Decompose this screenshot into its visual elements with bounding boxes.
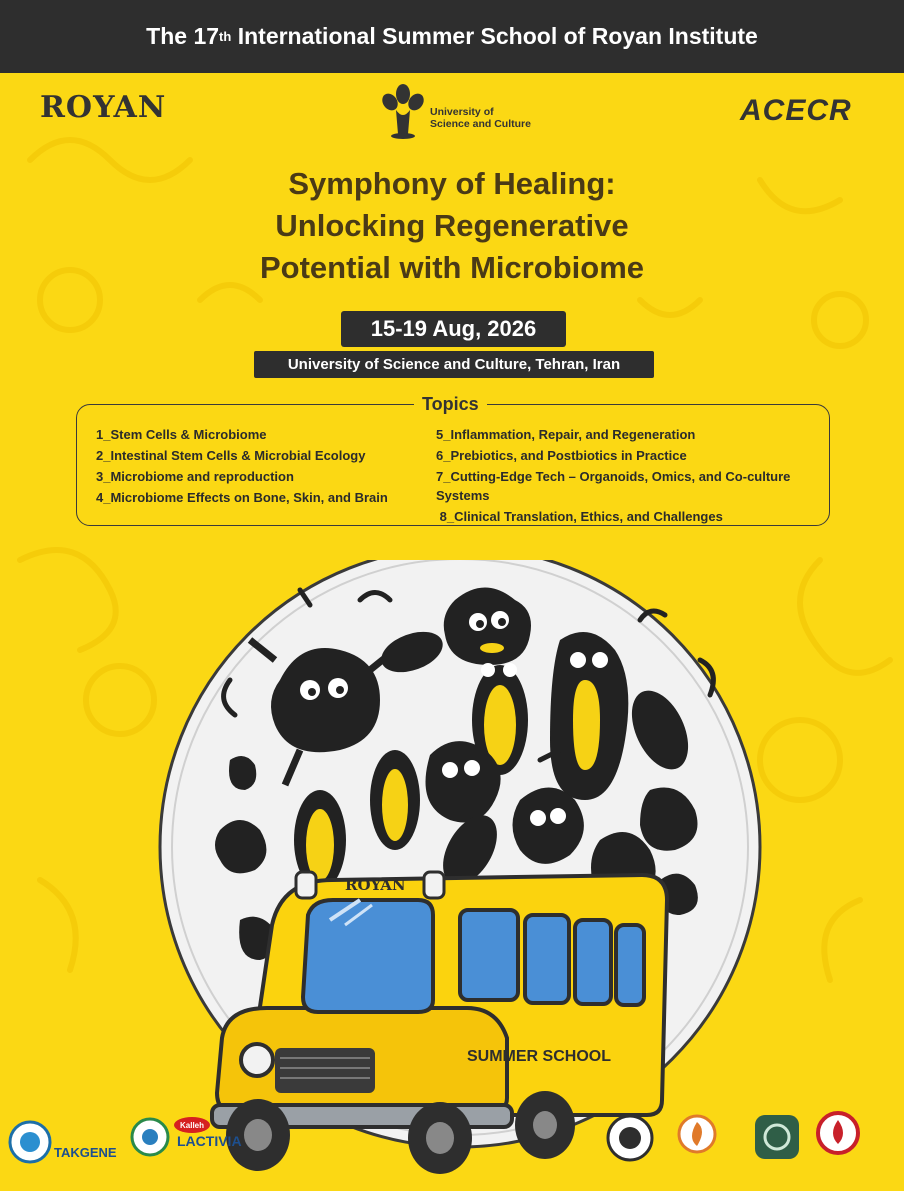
topics-right-column — [436, 424, 820, 527]
topic-item: 6_Prebiotics, and Postbiotics in Practice — [436, 448, 687, 463]
school-bus-icon — [212, 872, 667, 1174]
header-ordinal: th — [219, 29, 232, 44]
title-line1: Symphony of Healing: — [288, 166, 616, 201]
header-prefix: The 17 — [146, 23, 220, 49]
royan-logo: ROYAN — [40, 90, 167, 125]
topic-item: 1_Stem Cells & Microbiome — [96, 427, 267, 442]
green-institute-icon — [755, 1115, 799, 1159]
topic-item: 5_Inflammation, Repair, and Regeneration — [436, 427, 696, 442]
header-suffix: International Summer School of Royan Institute — [231, 23, 758, 49]
usc-emblem-icon — [378, 80, 428, 140]
takgene-logo: TAKGENE — [54, 1145, 117, 1160]
sponsor-logos-left — [10, 1117, 242, 1162]
acecr-logo: ACECR — [740, 94, 852, 127]
event-venue: University of Science and Culture, Tehran, Iran — [254, 351, 654, 378]
poster-title — [0, 163, 904, 289]
sponsor-logos-right — [608, 1113, 858, 1160]
topic-item: 7_Cutting-Edge Tech – Organoids, Omics, and Co-culture Systems — [436, 469, 791, 503]
usc-line2: Science and Culture — [430, 118, 531, 130]
microbiome-bus-illustration — [0, 560, 904, 1191]
lactivia-logo: LACTIVIA — [177, 1133, 242, 1149]
topics-heading: Topics — [414, 394, 487, 415]
bus-roof-sign: ROYAN — [345, 876, 406, 894]
topic-item: 3_Microbiome and reproduction — [96, 469, 294, 484]
topic-item: 4_Microbiome Effects on Bone, Skin, and Brain — [96, 490, 388, 505]
title-line3: Potential with Microbiome — [259, 250, 645, 285]
bus-side-text: SUMMER SCHOOL — [467, 1048, 611, 1065]
usc-line1: University of — [430, 106, 494, 118]
event-date: 15-19 Aug, 2026 — [341, 311, 566, 347]
topic-item: 8_Clinical Translation, Ethics, and Challenges — [436, 509, 723, 524]
header-bar — [0, 0, 904, 73]
title-line2: Unlocking Regenerative — [275, 208, 629, 243]
topics-left-column — [96, 424, 388, 508]
topic-item: 2_Intestinal Stem Cells & Microbial Ecology — [96, 448, 366, 463]
kalleh-text: Kalleh — [180, 1121, 205, 1130]
usc-logo — [378, 80, 538, 140]
